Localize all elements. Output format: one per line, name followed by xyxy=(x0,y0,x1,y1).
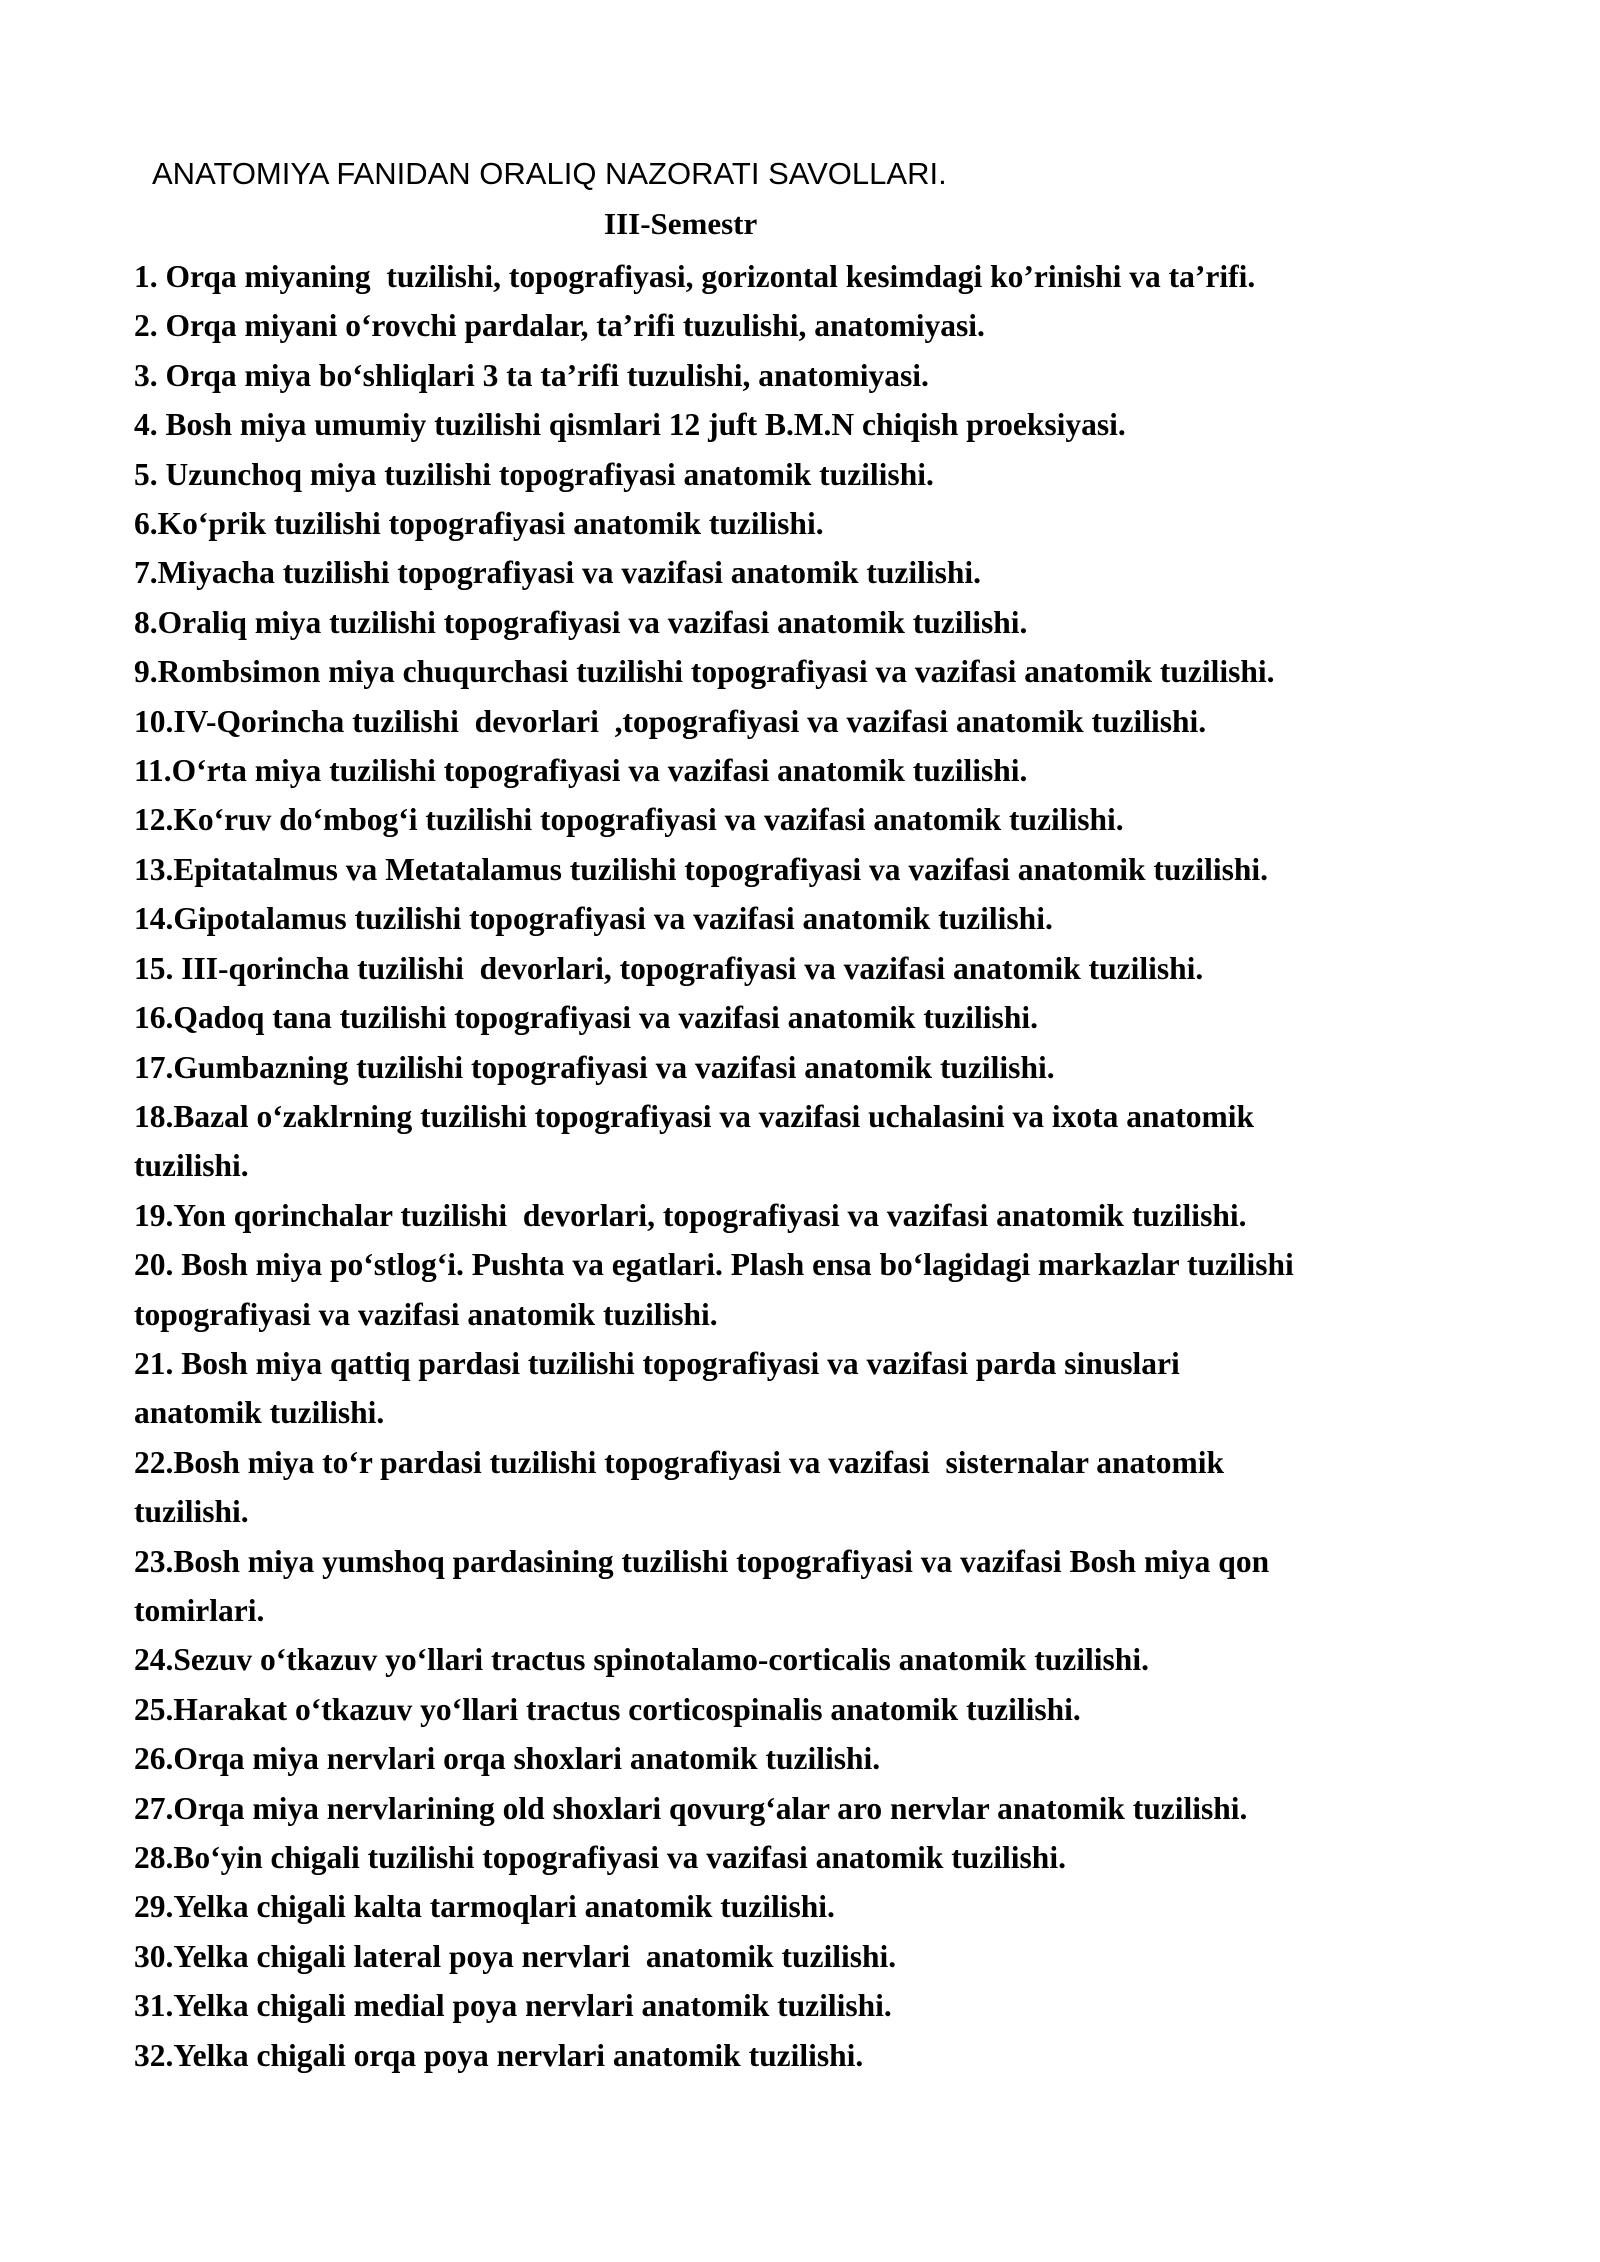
question-item: 18.Bazal o‘zaklrning tuzilishi topografiyasi va vazifasi uchalasini va ixota anatomik xyxy=(134,1098,1255,1134)
question-item: 28.Bo‘yin chigali tuzilishi topografiyasi va vazifasi anatomik tuzilishi. xyxy=(134,1840,1066,1875)
question-item: 20. Bosh miya po‘stlog‘i. Pushta va egatlari. Plash ensa bo‘lagidagi markazlar tuzilishi xyxy=(134,1247,1294,1283)
question-item: 11.O‘rta miya tuzilishi topografiyasi va vazifasi anatomik tuzilishi. xyxy=(134,753,1028,789)
question-item: 7.Miyacha tuzilishi topografiyasi va vazifasi anatomik tuzilishi. xyxy=(134,555,982,591)
question-item: 2. Orqa miyani o‘rovchi pardalar, ta’rifi tuzulishi, anatomiyasi. xyxy=(134,308,985,344)
question-item: 29.Yelka chigali kalta tarmoqlari anatomik tuzilishi. xyxy=(134,1889,835,1925)
question-item: 22.Bosh miya to‘r pardasi tuzilishi topografiyasi va vazifasi sisternalar anatomik xyxy=(134,1444,1224,1480)
question-item: 4. Bosh miya umumiy tuzilishi qismlari 12 juft B.M.N chiqish proeksiyasi. xyxy=(134,407,1126,443)
question-item: 1. Orqa miyaning tuzilishi, topografiyasi, gorizontal kesimdagi ko’rinishi va ta’rifi. xyxy=(134,259,1256,294)
question-item: 12.Ko‘ruv do‘mbog‘i tuzilishi topografiyasi va vazifasi anatomik tuzilishi. xyxy=(134,802,1124,838)
question-item: 13.Epitatalmus va Metatalamus tuzilishi topografiyasi va vazifasi anatomik tuzilishi. xyxy=(134,851,1269,887)
question-item-continuation: anatomik tuzilishi. xyxy=(134,1395,385,1431)
question-item: 10.IV-Qorincha tuzilishi devorlari ,topografiyasi va vazifasi anatomik tuzilishi. xyxy=(134,703,1207,739)
question-item: 9.Rombsimon miya chuqurchasi tuzilishi topografiyasi va vazifasi anatomik tuzilishi. xyxy=(134,654,1275,690)
question-item: 27.Orqa miya nervlarining old shoxlari qovurg‘alar aro nervlar anatomik tuzilishi. xyxy=(134,1790,1248,1826)
question-item: 23.Bosh miya yumshoq pardasining tuzilishi topografiyasi va vazifasi Bosh miya qon xyxy=(134,1543,1270,1579)
question-item: 14.Gipotalamus tuzilishi topografiyasi va vazifasi anatomik tuzilishi. xyxy=(134,901,1053,937)
question-item: 17.Gumbazning tuzilishi topografiyasi va vazifasi anatomik tuzilishi. xyxy=(134,1049,1055,1085)
question-item: 24.Sezuv o‘tkazuv yo‘llari tractus spinotalamo-corticalis anatomik tuzilishi. xyxy=(134,1642,1149,1678)
question-item: 21. Bosh miya qattiq pardasi tuzilishi topografiyasi va vazifasi parda sinuslari xyxy=(134,1345,1180,1381)
question-item-continuation: tuzilishi. xyxy=(134,1494,249,1530)
question-item-continuation: tomirlari. xyxy=(134,1592,265,1628)
question-item: 6.Ko‘prik tuzilishi topografiyasi anatomik tuzilishi. xyxy=(134,506,824,542)
question-item-continuation: topografiyasi va vazifasi anatomik tuzilishi. xyxy=(134,1296,718,1332)
question-item: 15. III-qorincha tuzilishi devorlari, topografiyasi va vazifasi anatomik tuzilishi. xyxy=(134,950,1204,986)
document-title: ANATOMIYA FANIDAN ORALIQ NAZORATI SAVOLLARI. xyxy=(152,156,947,191)
question-item: 32.Yelka chigali orqa poya nervlari anatomik tuzilishi. xyxy=(134,2037,864,2073)
question-list xyxy=(134,252,1534,2080)
question-item: 3. Orqa miya bo‘shliqlari 3 ta ta’rifi tuzulishi, anatomiyasi. xyxy=(134,357,929,393)
question-item: 16.Qadoq tana tuzilishi topografiyasi va vazifasi anatomik tuzilishi. xyxy=(134,1000,1038,1036)
question-item: 19.Yon qorinchalar tuzilishi devorlari, topografiyasi va vazifasi anatomik tuzilishi. xyxy=(134,1197,1247,1233)
question-item: 31.Yelka chigali medial poya nervlari anatomik tuzilishi. xyxy=(134,1988,892,2024)
question-item: 26.Orqa miya nervlari orqa shoxlari anatomik tuzilishi. xyxy=(134,1741,881,1777)
question-item: 30.Yelka chigali lateral poya nervlari anatomik tuzilishi. xyxy=(134,1938,897,1974)
question-item: 8.Oraliq miya tuzilishi topografiyasi va vazifasi anatomik tuzilishi. xyxy=(134,604,1028,640)
question-item: 5. Uzunchoq miya tuzilishi topografiyasi anatomik tuzilishi. xyxy=(134,456,934,492)
semester-subtitle: III-Semestr xyxy=(604,206,758,241)
question-item-continuation: tuzilishi. xyxy=(134,1148,249,1184)
question-item: 25.Harakat o‘tkazuv yo‘llari tractus corticospinalis anatomik tuzilishi. xyxy=(134,1691,1081,1727)
